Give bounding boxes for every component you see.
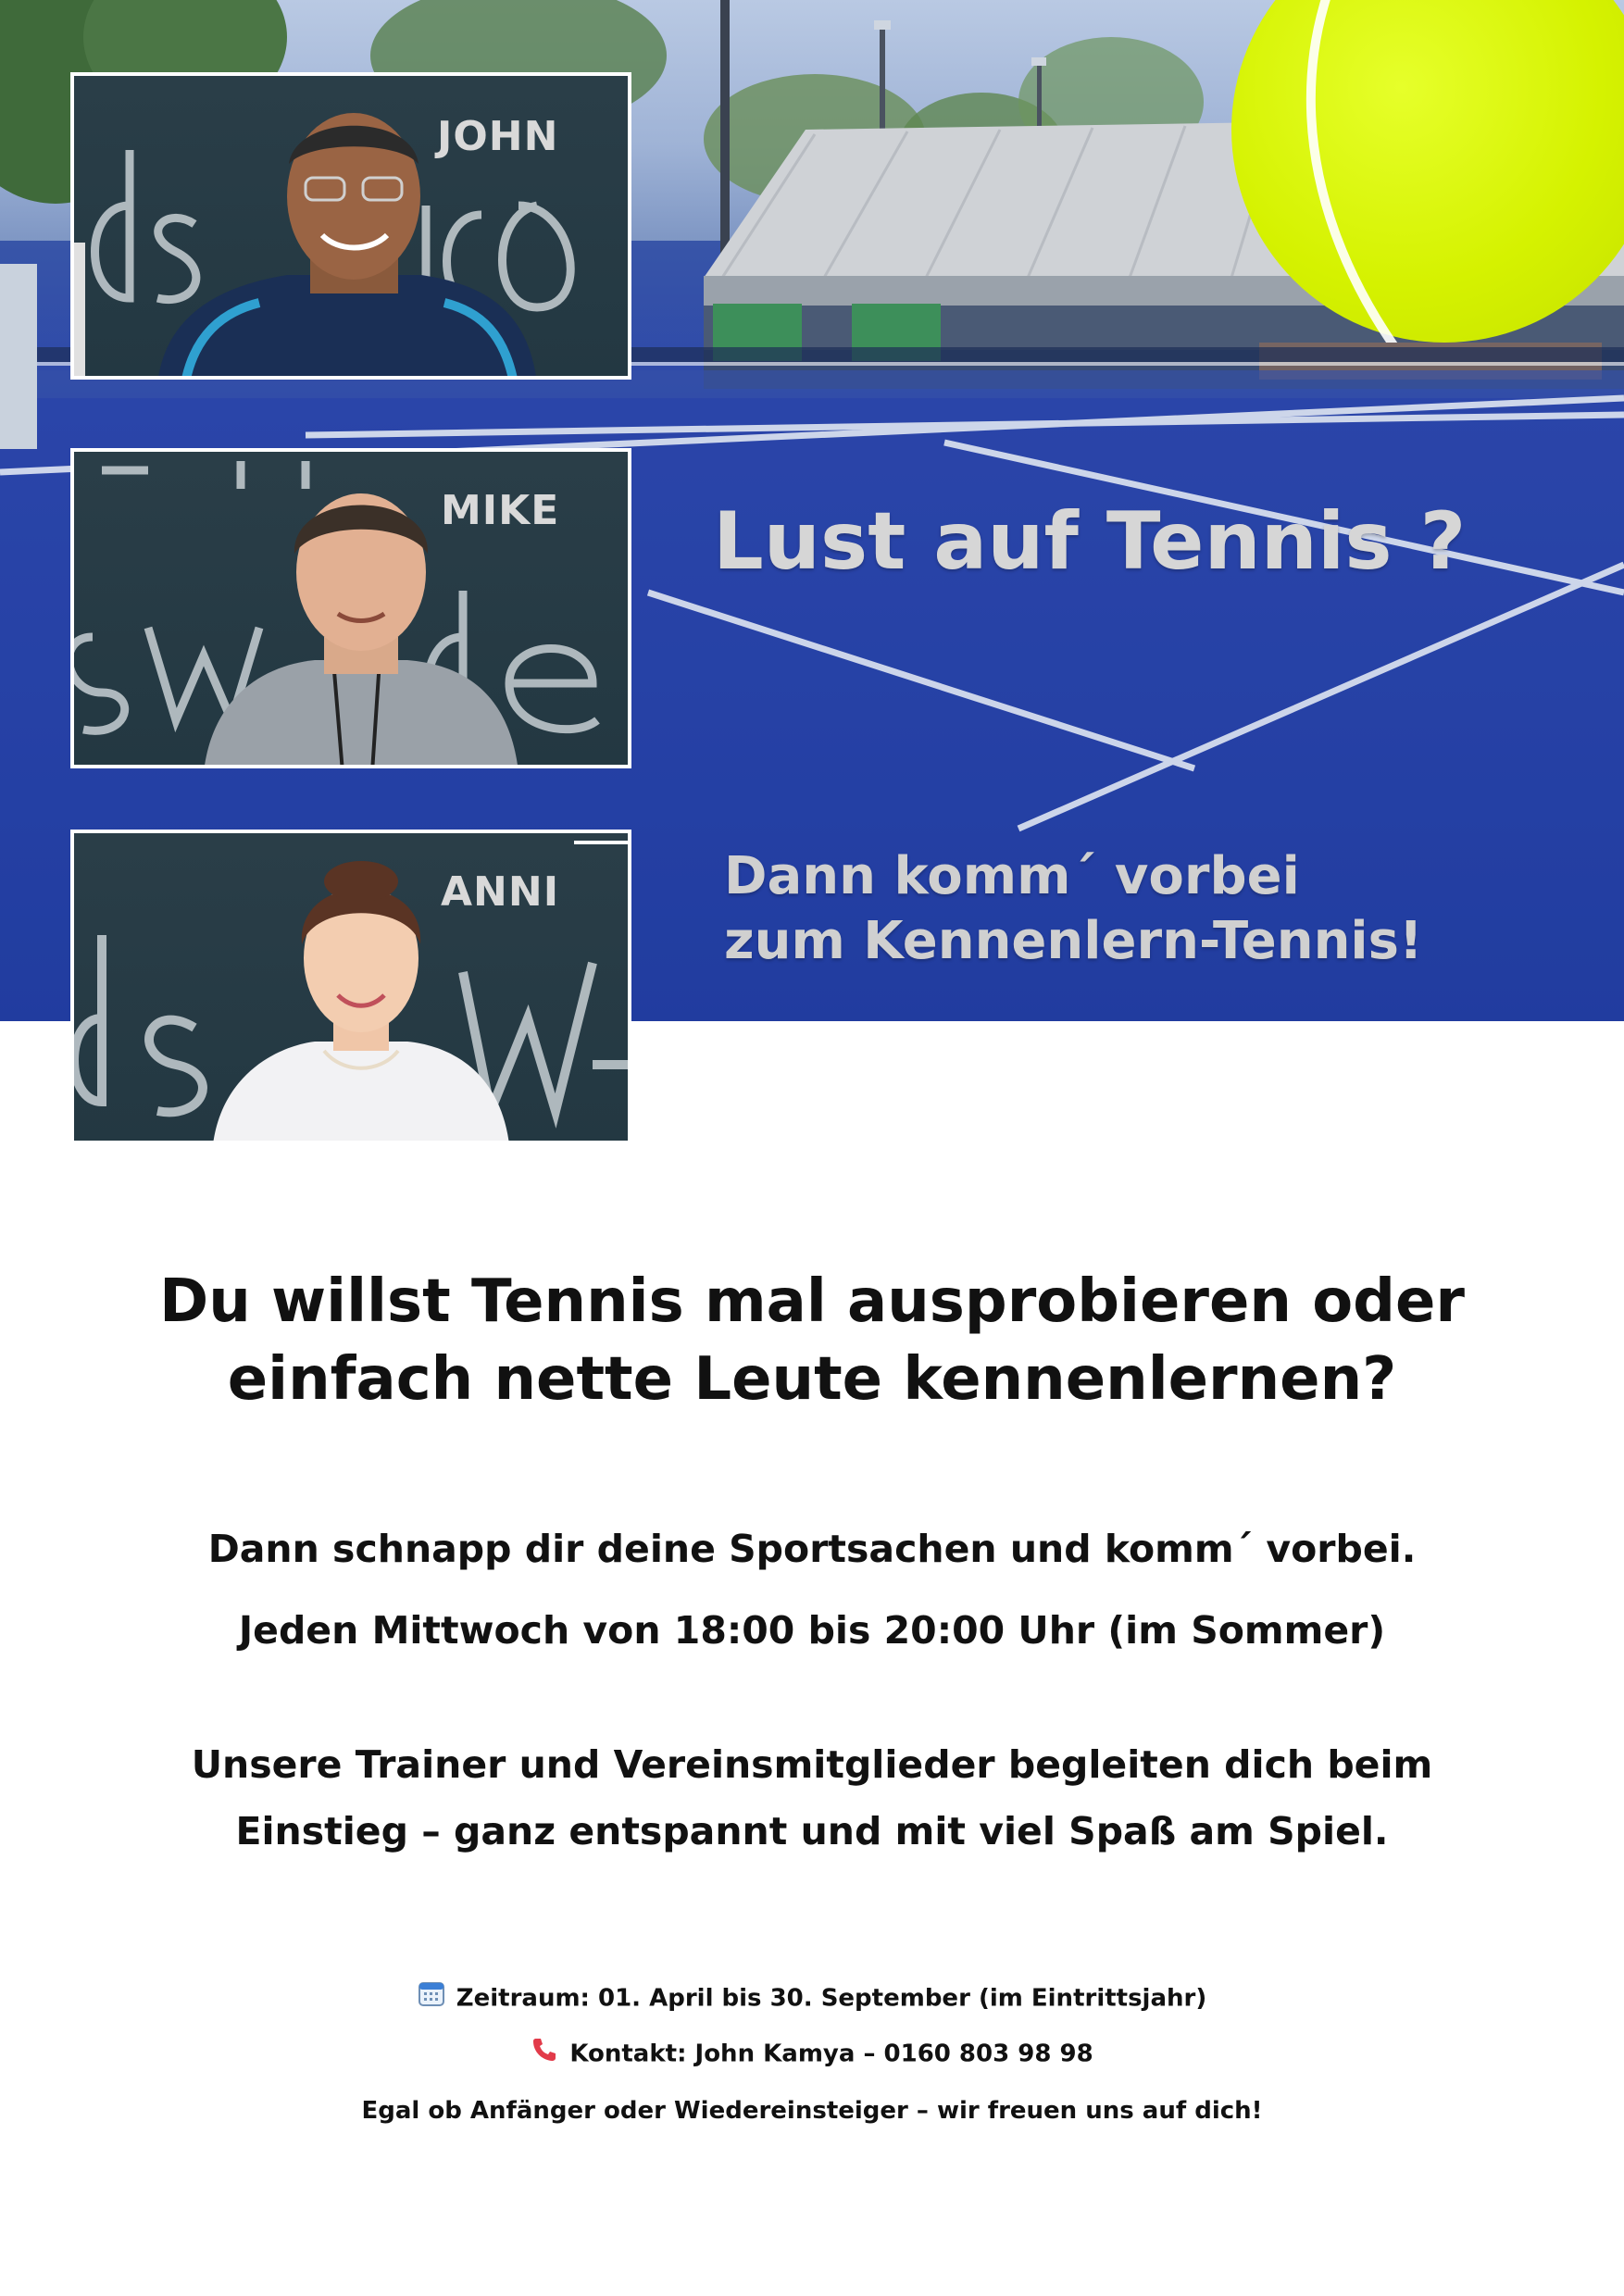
trainer-name: JOHN [437,113,559,160]
tennis-ball-icon [1231,0,1624,343]
contact-text: Kontakt: John Kamya – 0160 803 98 98 [569,2040,1093,2068]
trainers-paragraph [0,1731,1624,1865]
trainer-name: ANNI [441,868,560,916]
trainer-name: MIKE [441,487,560,534]
phone-icon [531,2035,558,2074]
period-text: Zeitraum: 01. April bis 30. September (im Eintrittsjahr) [456,1984,1207,2013]
trainer-photo-john [70,72,631,380]
contact-line [0,2035,1624,2074]
hero-subline-line: zum Kennenlern-Tennis! [724,911,1423,971]
hero-subline-line: Dann komm´ vorbei [724,846,1300,906]
trainer-photo-mike [70,448,631,768]
hero-headline: Lust auf Tennis ? [713,495,1467,588]
calendar-icon [418,1979,445,2018]
main-question [0,1263,1624,1418]
period-line [0,1979,1624,2018]
main-question-line: Du willst Tennis mal ausprobieren oder [159,1267,1465,1336]
invite-line: Dann schnapp dir deine Sportsachen und komm´ vorbei. [207,1527,1417,1571]
trainers-paragraph-line: Unsere Trainer und Vereinsmitglieder begleiten dich beim [191,1742,1433,1787]
hero-subline [724,844,1604,974]
trainer-photo-anni [70,830,631,1141]
schedule-line: Jeden Mittwoch von 18:00 bis 20:00 Uhr (im Sommer) [238,1608,1386,1653]
closing-line: Egal ob Anfänger oder Wiedereinsteiger – wir freuen uns auf dich! [361,2097,1263,2125]
main-question-line: einfach nette Leute kennenlernen? [227,1345,1397,1414]
trainers-paragraph-line: Einstieg – ganz entspannt und mit viel Spaß am Spiel. [235,1809,1389,1853]
